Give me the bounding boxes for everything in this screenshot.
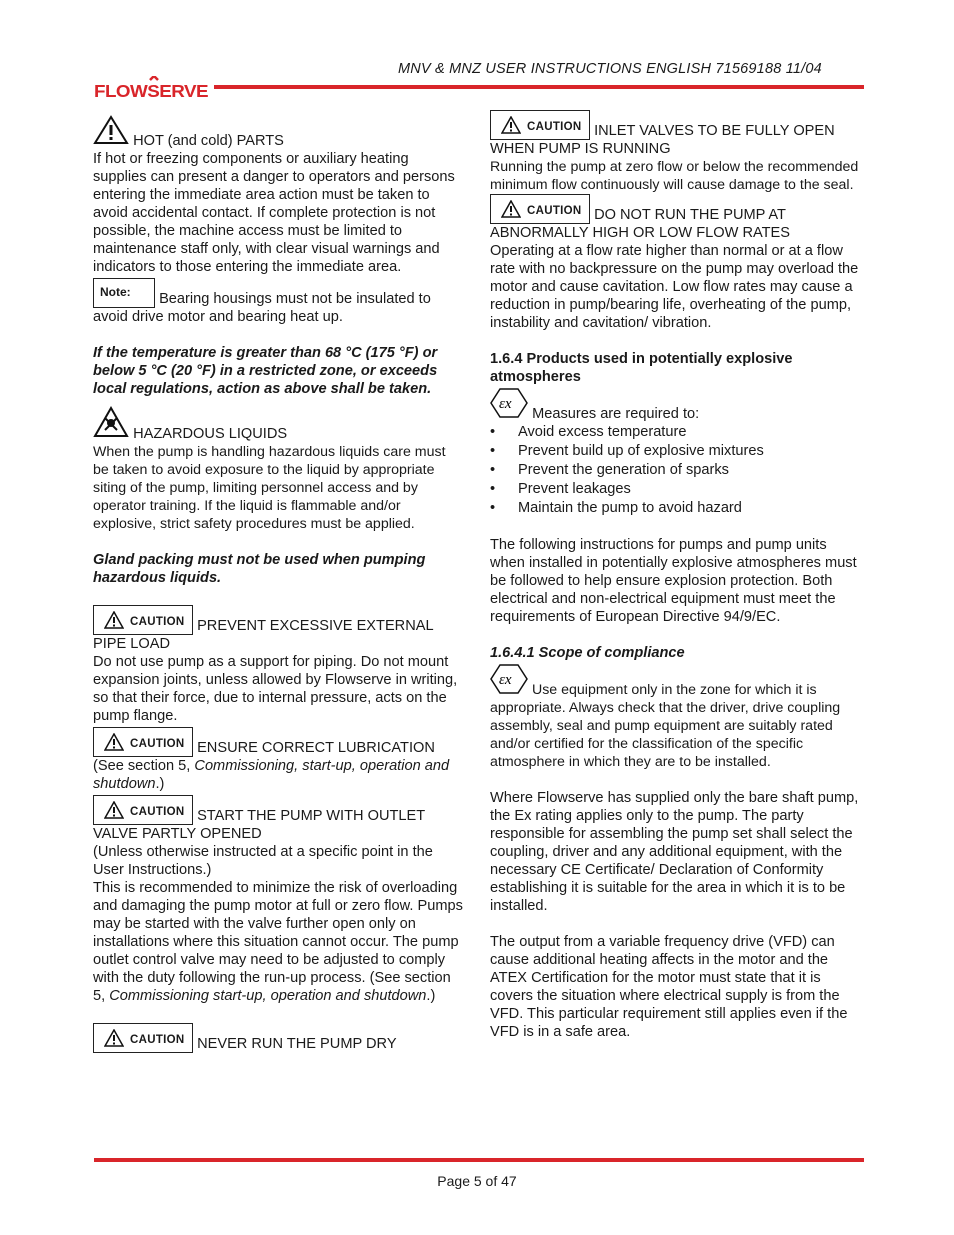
- pipe-load-body: Do not use pump as a support for piping. Do not mount expansion joints, unless allowed by Flowserve in writing, so that their force, due to internal pressure, acts on the pump flange.: [93, 654, 458, 724]
- explosion-protection-paragraph: The following instructions for pumps and pump units when installed in potentially explosive atmospheres must be followed to help ensure explosion protection. Both electrical and non-electrical equipment must meet the requirements of European Directive 94/9/EC.: [490, 537, 857, 625]
- caution-triangle-icon: [104, 1029, 124, 1047]
- measures-intro: Measures are required to:: [532, 406, 700, 422]
- ex-explosion-icon: [490, 388, 528, 423]
- hazardous-liquids-body: When the pump is handling hazardous liquids care must be taken to avoid exposure to the liquid by appropriate siting of the pump, limiting personnel access and by operator training. If the liquid is flammable and/or explosive, strict safety procedures must be applied.: [93, 444, 446, 532]
- list-item: • Prevent build up of explosive mixtures: [490, 442, 862, 461]
- left-column: [93, 113, 465, 1053]
- caution-label-box: CAUTION: [93, 1023, 193, 1053]
- caution-label-box: CAUTION: [93, 795, 193, 825]
- document-header-title: MNV & MNZ USER INSTRUCTIONS ENGLISH 71569188 11/04: [398, 61, 822, 77]
- run-dry-title: NEVER RUN THE PUMP DRY: [197, 1036, 397, 1052]
- hazardous-liquids-title: HAZARDOUS LIQUIDS: [133, 426, 288, 442]
- ex-explosion-icon: [490, 664, 528, 699]
- caution-triangle-icon: [501, 116, 521, 134]
- hot-parts-title: HOT (and cold) PARTS: [133, 133, 284, 149]
- caution-label-box: CAUTION: [93, 727, 193, 757]
- inlet-valves-title: INLET VALVES TO BE FULLY OPEN WHEN PUMP IS RUNNING: [490, 123, 835, 157]
- measures-list: [490, 423, 862, 518]
- caution-triangle-icon: [104, 733, 124, 751]
- right-column: [490, 110, 862, 1041]
- start-pump-title: START THE PUMP WITH OUTLET VALVE PARTLY OPENED: [93, 808, 425, 842]
- svg-text:FLOWSERVE: FLOWSERVE: [94, 81, 208, 101]
- start-pump-body: This is recommended to minimize the risk of overloading and damaging the pump motor at full or zero flow. Pumps may be started with the valve further open only on installations where this situation cannot occur. The pump outlet control valve may need to be adjusted to comply with the duty following the run-up process. (See section 5, Commissioning start-up, operation and shutdown.): [93, 880, 463, 1004]
- svg-text:εx: εx: [499, 396, 512, 412]
- hot-parts-body: If hot or freezing components or auxiliary heating supplies can present a danger to operators and persons entering the immediate area action must be taken to avoid accidental contact. If complete protection is not possible, the machine access must be limited to maintenance staff only, with clear visual warnings and indicators to those entering the immediate area.: [93, 151, 455, 275]
- flowserve-logo: [94, 76, 210, 104]
- scope-heading: 1.6.4.1 Scope of compliance: [490, 645, 685, 661]
- scope-body: Use equipment only in the zone for which it is appropriate. Always check that the driver, drive coupling assembly, seal and pump equipment are suitably rated and/or certified for the classification of the specific atmosphere in which they are to be installed.: [490, 682, 841, 770]
- svg-text:εx: εx: [499, 672, 512, 688]
- list-item: • Prevent leakages: [490, 480, 862, 499]
- caution-triangle-icon: [501, 200, 521, 218]
- warning-triangle-icon: [93, 115, 129, 150]
- caution-triangle-icon: [104, 801, 124, 819]
- header-rule: [214, 85, 864, 89]
- footer-rule: [94, 1158, 864, 1162]
- section-heading-1-6-4: 1.6.4 Products used in potentially explosive atmospheres: [490, 351, 793, 385]
- page-number: Page 5 of 47: [437, 1173, 517, 1189]
- temperature-warning: If the temperature is greater than 68 °C (175 °F) or below 5 °C (20 °F) in a restricted zone, or exceeds local regulations, action as above shall be taken.: [93, 345, 438, 397]
- flow-rates-title: DO NOT RUN THE PUMP AT ABNORMALLY HIGH OR LOW FLOW RATES: [490, 207, 791, 241]
- note-body: Bearing housings must not be insulated to avoid drive motor and bearing heat up.: [93, 291, 431, 325]
- list-item: • Avoid excess temperature: [490, 423, 862, 442]
- lubrication-title: ENSURE CORRECT LUBRICATION: [197, 740, 435, 756]
- hazardous-liquid-icon: [93, 406, 129, 443]
- pipe-load-title: PREVENT EXCESSIVE EXTERNAL PIPE LOAD: [93, 618, 434, 652]
- note-label-box: Note:: [93, 278, 155, 308]
- caution-label-box: CAUTION: [490, 110, 590, 140]
- list-item: • Prevent the generation of sparks: [490, 461, 862, 480]
- lubrication-body: (See section 5, Commissioning, start-up, operation and shutdown.): [93, 758, 450, 792]
- caution-triangle-icon: [104, 611, 124, 629]
- gland-packing-warning: Gland packing must not be used when pumping hazardous liquids.: [93, 552, 426, 586]
- flow-rates-body: Operating at a flow rate higher than normal or at a flow rate with no backpressure on the pump may overload the motor and cause cavitation. Low flow rates may cause a reduction in pump/bearing life, overheating of the pump, instability and cavitation/ vibration.: [490, 243, 859, 331]
- start-pump-note: (Unless otherwise instructed at a specific point in the User Instructions.): [93, 844, 433, 878]
- caution-label-box: CAUTION: [93, 605, 193, 635]
- list-item: • Maintain the pump to avoid hazard: [490, 499, 862, 518]
- caution-label-box: CAUTION: [490, 194, 590, 224]
- inlet-valves-body: Running the pump at zero flow or below the recommended minimum flow continuously will cause damage to the seal.: [490, 159, 859, 193]
- vfd-paragraph: The output from a variable frequency drive (VFD) can cause additional heating affects in the motor and the ATEX Certification for the motor must state that it is covers the situation where electrical supply is from the VFD. This particular requirement still applies even if the VFD is in a safe area.: [490, 934, 848, 1040]
- bare-shaft-paragraph: Where Flowserve has supplied only the bare shaft pump, the Ex rating applies only to the pump. The party responsible for assembling the pump set shall select the coupling, driver and any additional equipment, with the necessary CE Certificate/ Declaration of Conformity establishing it is suitable for the area in which it is to be installed.: [490, 790, 859, 914]
